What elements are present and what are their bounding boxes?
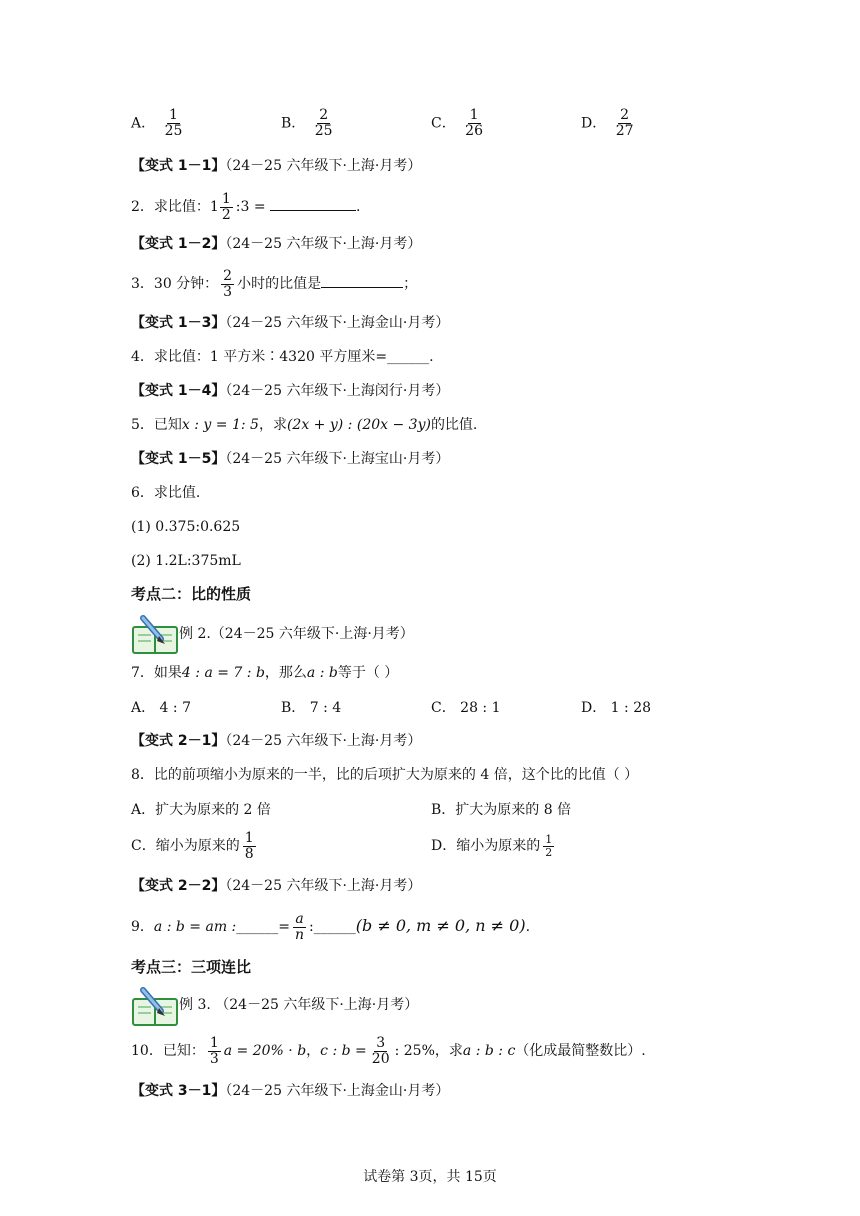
question-6-sub-2 (131, 551, 241, 571)
denominator: 20 (371, 1050, 390, 1067)
question-text: 5．已知 (131, 417, 182, 433)
answer-blank[interactable]: ______ (236, 919, 279, 935)
variant-1-5 (131, 449, 449, 469)
denominator: 27 (615, 123, 634, 139)
option-text: B．扩大为原来的 8 倍 (431, 802, 572, 818)
option-label: C． (431, 115, 456, 132)
option-label: A． (131, 115, 156, 132)
example-text: 例 2.（24－25 六年级下·上海·月考） (179, 626, 414, 642)
denominator: 26 (465, 123, 483, 139)
question-end: 的比值. (430, 417, 478, 433)
math-expression: : 25% (394, 1043, 435, 1059)
math-expression: c : b = (320, 1043, 367, 1059)
numerator: 1 (221, 190, 231, 207)
variant-tag: 【变式 3－1】 (131, 1083, 226, 1099)
section-heading-3 (131, 957, 251, 977)
question-text: 7．如果 (131, 665, 182, 681)
variant-2-1 (131, 731, 421, 751)
question-end: . (525, 919, 531, 935)
option-text: B． 7 : 4 (281, 700, 342, 716)
variant-source: （24－25 六年级下·上海闵行·月考） (225, 383, 450, 399)
math-condition: (b ≠ 0, m ≠ 0, n ≠ 0) (355, 916, 526, 935)
variant-tag: 【变式 1－4】 (131, 383, 226, 399)
question-10 (131, 1034, 646, 1068)
question-text: 小时的比值是 (237, 276, 322, 292)
fraction (543, 834, 554, 859)
question-text: ，求 (258, 417, 287, 433)
variant-1-4 (131, 381, 449, 401)
math-expression: a : b (306, 665, 338, 681)
option-label: B． (281, 115, 306, 132)
question-text: :3 = (235, 199, 266, 215)
q7-option-c (431, 697, 501, 717)
question-text: 6．求比值. (131, 485, 201, 501)
numerator: 2 (223, 267, 233, 284)
question-text: ，那么 (264, 665, 307, 681)
question-9 (131, 909, 530, 943)
question-6 (131, 483, 200, 503)
numerator: 1 (469, 107, 479, 123)
question-text: ， (306, 1043, 321, 1059)
fraction (243, 831, 256, 862)
question-text: 3．30 分钟： (131, 276, 219, 292)
q7-option-a (131, 697, 191, 717)
question-8 (131, 765, 638, 785)
question-text: 8．比的前项缩小为原来的一半，比的后项扩大为原来的 4 倍，这个比的比值（ ） (131, 767, 639, 783)
fraction (370, 1036, 392, 1067)
q8-option-d (431, 829, 557, 863)
denominator: 25 (314, 123, 333, 139)
example-3 (179, 995, 418, 1015)
question-3 (131, 267, 417, 301)
question-text: ，求 (434, 1043, 463, 1059)
example-text: 例 3. （24－25 六年级下·上海·月考） (179, 997, 419, 1013)
page-footer (0, 1166, 860, 1186)
q1-option-b (281, 108, 338, 139)
sub-question-text: (2) 1.2L:375mL (131, 553, 241, 569)
option-text: D．缩小为原来的 (431, 838, 541, 854)
variant-tag: 【变式 2－1】 (131, 733, 226, 749)
book-pencil-icon (131, 615, 179, 655)
q7-option-b (281, 697, 341, 717)
denominator: 3 (209, 1050, 219, 1067)
question-end: . (356, 199, 361, 215)
option-fraction (614, 108, 636, 139)
denominator: 25 (164, 123, 183, 139)
denominator: 2 (545, 845, 553, 859)
q1-option-a (131, 108, 187, 139)
variant-1-1 (131, 156, 421, 176)
question-7 (131, 663, 398, 683)
question-2 (131, 190, 360, 224)
q1-option-d (581, 108, 639, 139)
question-end: ； (403, 276, 418, 292)
q8-option-a (131, 799, 271, 819)
option-text: A．扩大为原来的 2 倍 (131, 802, 271, 818)
math-expression: (2x + y) : (20x − 3y) (286, 417, 431, 433)
variant-tag: 【变式 1－1】 (131, 158, 226, 174)
question-4 (131, 347, 434, 367)
question-number: 9． (131, 919, 154, 935)
math-expression: a : b : c (462, 1043, 516, 1059)
numerator: 1 (545, 832, 553, 846)
option-fraction (163, 108, 185, 139)
variant-source: （24－25 六年级下·上海·月考） (225, 158, 422, 174)
variant-source: （24－25 六年级下·上海·月考） (225, 236, 422, 252)
denominator: 3 (223, 283, 233, 300)
numerator: 3 (376, 1034, 386, 1051)
variant-3-1 (131, 1081, 449, 1101)
denominator: 8 (244, 845, 254, 862)
section-heading-2 (131, 584, 251, 604)
variant-tag: 【变式 2－2】 (131, 878, 226, 894)
numerator: 1 (209, 1034, 219, 1051)
question-text: 2．求比值： (131, 199, 210, 215)
option-text: C．缩小为原来的 (131, 838, 240, 854)
question-6-sub-1 (131, 517, 240, 537)
question-end: （化成最简整数比）. (515, 1043, 646, 1059)
numerator: a (295, 910, 304, 927)
denominator: n (295, 926, 305, 943)
variant-2-2 (131, 876, 421, 896)
numerator: 1 (169, 107, 178, 123)
q8-option-c (131, 829, 259, 863)
book-pencil-icon (131, 987, 179, 1027)
example-2 (179, 624, 414, 644)
math-operator: = (278, 919, 291, 935)
numerator: 2 (319, 107, 329, 123)
page-number: 试卷第 3页，共 15页 (363, 1169, 497, 1185)
option-text: A． 4 : 7 (131, 700, 191, 716)
option-text: C． 28 : 1 (431, 700, 501, 716)
q7-option-d (581, 697, 651, 717)
denominator: 2 (221, 206, 231, 223)
option-label: D． (581, 115, 607, 132)
sub-question-text: (1) 0.375:0.625 (131, 519, 241, 535)
variant-tag: 【变式 1－3】 (131, 315, 226, 331)
section-title: 考点二：比的性质 (131, 585, 252, 603)
variant-source: （24－25 六年级下·上海·月考） (225, 733, 422, 749)
math-expression: a : b = am : (153, 919, 237, 935)
fraction (293, 912, 306, 943)
option-fraction (313, 108, 335, 139)
variant-1-3 (131, 313, 449, 333)
math-expression: x : y = 1: 5 (181, 417, 259, 433)
question-end: 等于（ ） (337, 665, 399, 681)
option-fraction (463, 108, 485, 139)
variant-source: （24－25 六年级下·上海宝山·月考） (225, 451, 450, 467)
fraction (208, 1036, 221, 1067)
numerator: 2 (620, 107, 630, 123)
variant-source: （24－25 六年级下·上海金山·月考） (225, 315, 450, 331)
question-text: 4．求比值：1 平方米∶4320 平方厘米=______. (131, 349, 434, 365)
question-5 (131, 415, 477, 435)
answer-blank[interactable]: ______ (313, 919, 356, 935)
variant-source: （24－25 六年级下·上海金山·月考） (225, 1083, 450, 1099)
math-expression: 4 : a = 7 : b (181, 665, 265, 681)
variant-source: （24－25 六年级下·上海·月考） (225, 878, 422, 894)
variant-1-2 (131, 234, 421, 254)
answer-blank[interactable] (270, 196, 356, 211)
section-title: 考点三：三项连比 (131, 958, 252, 976)
q1-option-c (431, 108, 488, 139)
q8-option-b (431, 799, 571, 819)
question-text: 10．已知： (131, 1043, 205, 1059)
variant-tag: 【变式 1－2】 (131, 236, 226, 252)
mixed-whole: 1 (209, 199, 219, 215)
fraction (221, 269, 234, 300)
math-expression: a = 20% · b (223, 1043, 307, 1059)
variant-tag: 【变式 1－5】 (131, 451, 226, 467)
math-operator: : (309, 919, 314, 935)
option-text: D． 1 : 28 (581, 700, 652, 716)
numerator: 1 (244, 829, 254, 846)
mixed-fraction (220, 192, 233, 223)
answer-blank[interactable] (321, 273, 403, 288)
